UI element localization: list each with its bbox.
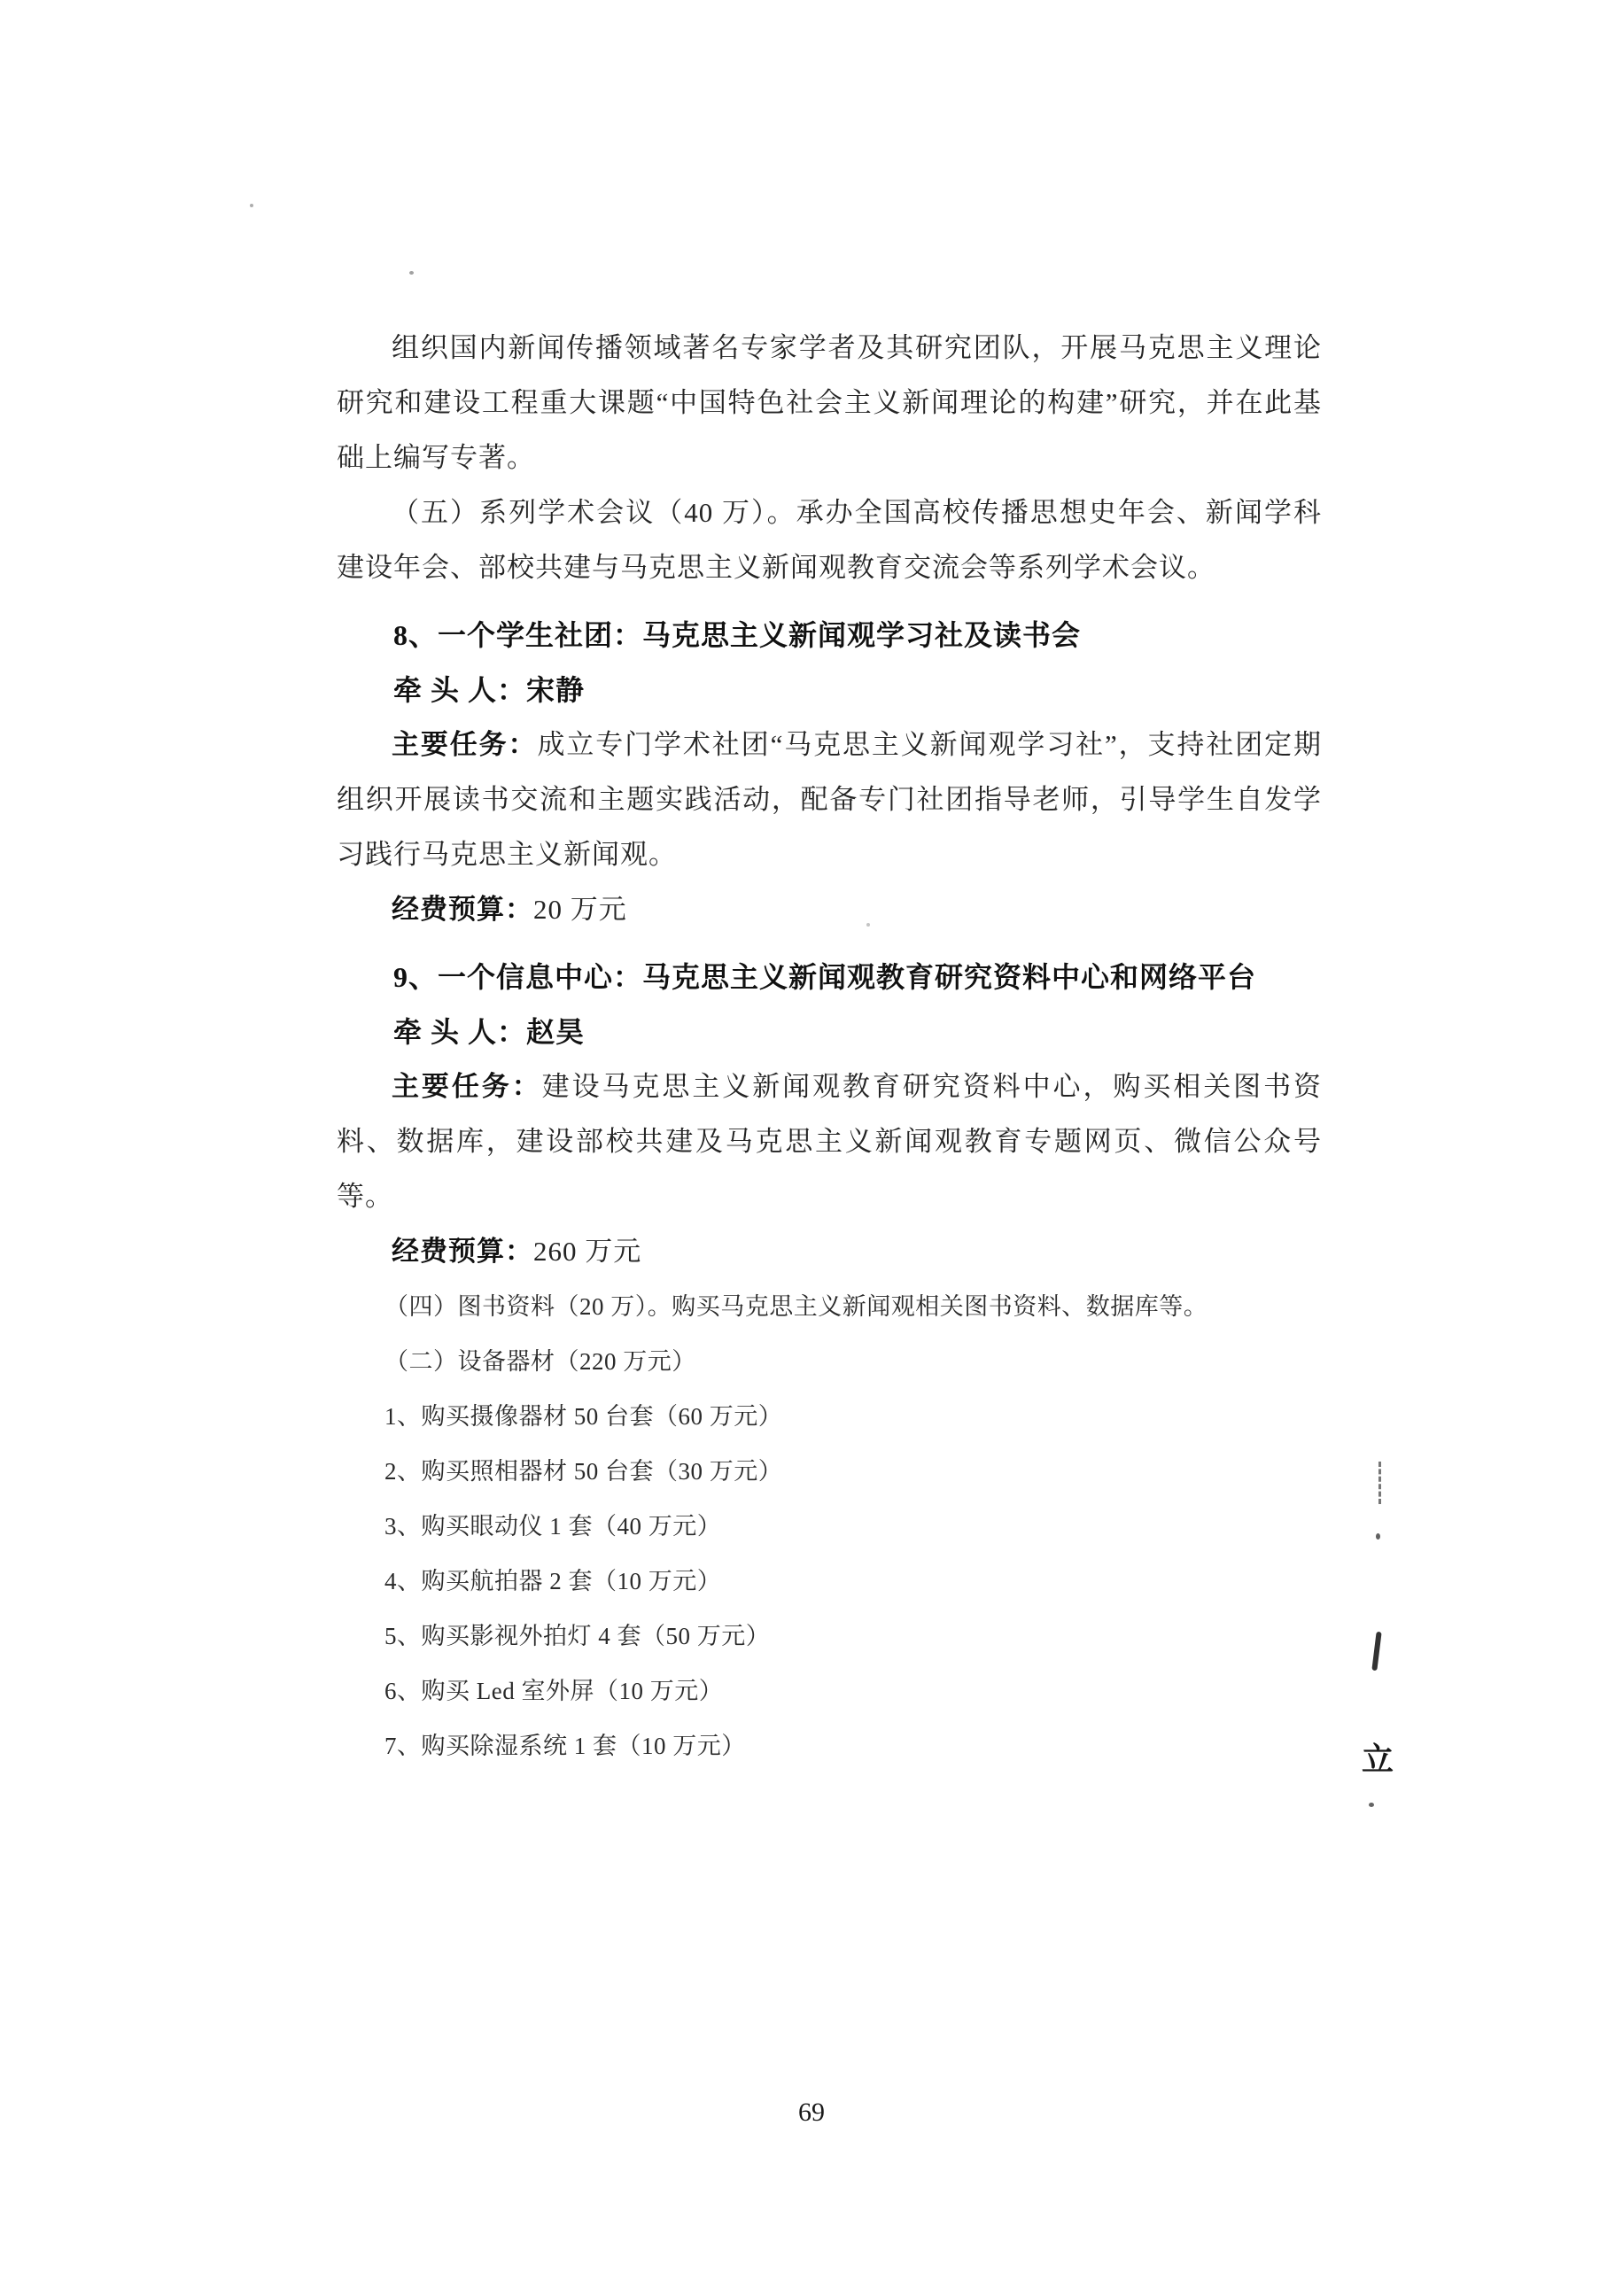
budget-label: 经费预算： <box>392 894 533 925</box>
equipment-item-2-photo-cameras: 2、购买照相器材 50 台套（30 万元） <box>384 1458 783 1485</box>
budget-line-20 <box>337 882 1322 937</box>
main-task-paragraph-student-society <box>337 718 1322 882</box>
leader-line-song-jing: 牵 头 人：宋静 <box>393 674 586 706</box>
scan-speck <box>250 204 253 207</box>
equipment-item-7-dehumidifier: 7、购买除湿系统 1 套（10 万元） <box>384 1733 746 1759</box>
equipment-item-3-eye-tracker: 3、购买眼动仪 1 套（40 万元） <box>384 1513 722 1540</box>
main-task-label: 主要任务： <box>392 1071 542 1102</box>
paragraph-academic-conferences: （五）系列学术会议（40 万）。承办全国高校传播思想史年会、新闻学科建设年会、部校共建与马克思主义新闻观教育交流会等系列学术会议。 <box>337 497 1322 583</box>
scan-edge-dashed-mark <box>1378 1462 1381 1504</box>
paragraph-expert-team: 组织国内新闻传播领域著名专家学者及其研究团队，开展马克思主义理论研究和建设工程重大课题“中国特色社会主义新闻理论的构建”研究，并在此基础上编写专著。 <box>337 332 1322 473</box>
scan-edge-dot <box>1376 1533 1380 1540</box>
section-heading-8-student-society: 8、一个学生社团：马克思主义新闻观学习社及读书会 <box>393 619 1082 651</box>
page-number: 69 <box>798 2098 825 2127</box>
scan-edge-stroke-mark <box>1371 1632 1381 1671</box>
budget-line-260 <box>337 1224 1322 1279</box>
scan-speck <box>409 271 414 275</box>
budget-amount: 20 万元 <box>533 894 627 925</box>
document-text-column <box>337 321 1322 1773</box>
main-task-paragraph-info-center <box>337 1059 1322 1224</box>
section-heading-9-info-center: 9、一个信息中心：马克思主义新闻观教育研究资料中心和网络平台 <box>393 961 1257 993</box>
scan-edge-partial-character: 立 <box>1362 1741 1394 1777</box>
equipment-item-1-video-cameras: 1、购买摄像器材 50 台套（60 万元） <box>384 1403 783 1430</box>
equipment-item-6-led-screen: 6、购买 Led 室外屏（10 万元） <box>384 1678 724 1704</box>
equipment-item-5-lights: 5、购买影视外拍灯 4 套（50 万元） <box>384 1623 771 1649</box>
main-task-text: 成立专门学术社团“马克思主义新闻观学习社”，支持社团定期组织开展读书交流和主题实践活动，配备专门社团指导老师，引导学生自发学习践行马克思主义新闻观。 <box>337 729 1322 870</box>
equipment-item-4-drone: 4、购买航拍器 2 套（10 万元） <box>384 1568 722 1594</box>
leader-line-zhao-hao: 牵 头 人：赵昊 <box>393 1016 586 1048</box>
budget-item-equipment-header: （二）设备器材（220 万元） <box>384 1348 696 1375</box>
budget-item-books: （四）图书资料（20 万）。购买马克思主义新闻观相关图书资料、数据库等。 <box>384 1293 1208 1320</box>
budget-label: 经费预算： <box>392 1236 533 1267</box>
main-task-label: 主要任务： <box>392 729 538 760</box>
main-task-text: 建设马克思主义新闻观教育研究资料中心，购买相关图书资料、数据库，建设部校共建及马克思主义新闻观教育专题网页、微信公众号等。 <box>337 1071 1323 1212</box>
scan-edge-dot <box>1369 1803 1374 1807</box>
budget-amount: 260 万元 <box>533 1236 642 1267</box>
